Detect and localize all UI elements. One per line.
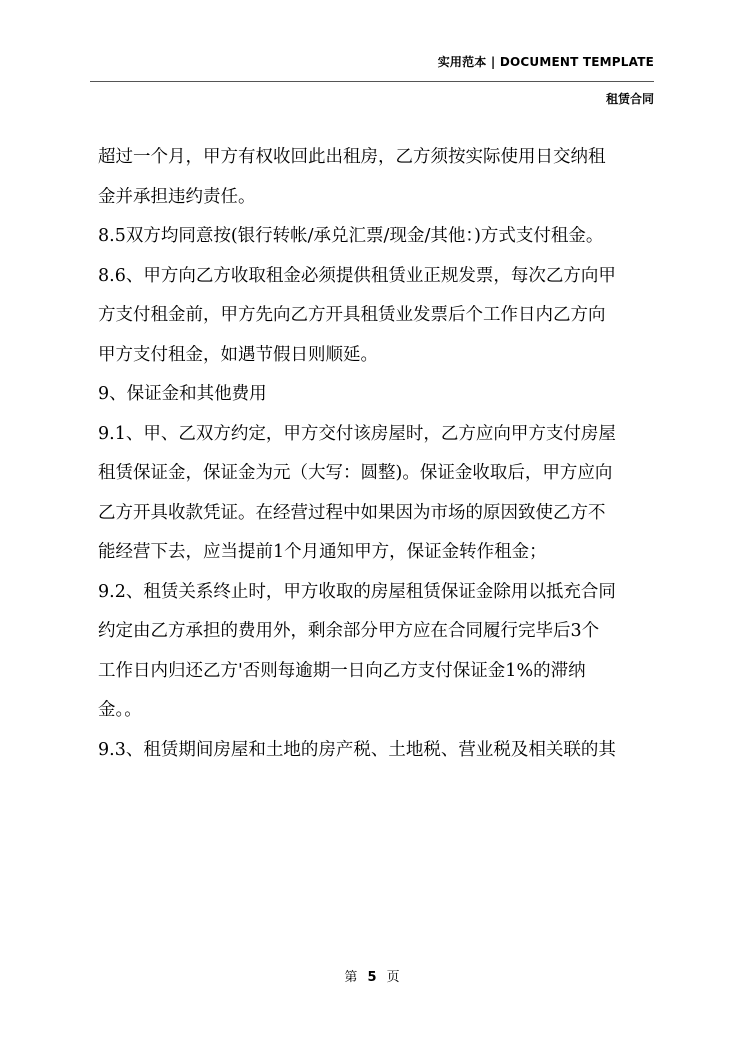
body-line: 9.3、租赁期间房屋和土地的房产税、土地税、营业税及相关联的其 xyxy=(98,739,616,760)
body-line: 超过一个月，甲方有权收回此出租房，乙方须按实际使用日交纳租 xyxy=(98,147,606,167)
body-line: 约定由乙方承担的费用外，剩余部分甲方应在合同履行完毕后3个 xyxy=(98,621,600,641)
section-heading: 9、保证金和其他费用 xyxy=(98,384,267,404)
header-title: 实用范本 | DOCUMENT TEMPLATE xyxy=(437,55,654,69)
body-line: 金并承担违约责任。 xyxy=(98,186,256,207)
header-subtitle: 租赁合同 xyxy=(605,92,654,106)
body-line: 租赁保证金，保证金为元（大写：圆整)。保证金收取后，甲方应向 xyxy=(98,463,613,483)
body-line: 9.1、甲、乙双方约定，甲方交付该房屋时，乙方应向甲方支付房屋 xyxy=(98,423,616,444)
page-footer xyxy=(0,966,744,985)
body-line: 8.6、甲方向乙方收取租金必须提供租赁业正规发票，每次乙方向甲 xyxy=(98,265,616,286)
body-line: 方支付租金前，甲方先向乙方开具租赁业发票后个工作日内乙方向 xyxy=(98,305,606,325)
page-label-prefix: 第 xyxy=(344,970,358,985)
page-number: 5 xyxy=(367,970,377,985)
body-line: 工作日内归还乙方'否则每逾期一日向乙方支付保证金1%的滞纳 xyxy=(98,660,586,681)
body-line: 金。。 xyxy=(98,700,142,720)
body-line: 8.5双方均同意按(银行转帐/承兑汇票/现金/其他：)方式支付租金。 xyxy=(98,226,604,246)
body-line: 9.2、租赁关系终止时，甲方收取的房屋租赁保证金除用以抵充合同 xyxy=(98,581,616,602)
page-label-suffix: 页 xyxy=(386,970,400,985)
body-line: 乙方开具收款凭证。在经营过程中如果因为市场的原因致使乙方不 xyxy=(98,502,606,523)
body-line: 能经营下去，应当提前1个月通知甲方，保证金转作租金； xyxy=(98,542,547,562)
header-divider xyxy=(90,81,654,82)
body-line: 甲方支付租金，如遇节假日则顺延。 xyxy=(98,344,378,365)
document-body xyxy=(98,138,668,770)
